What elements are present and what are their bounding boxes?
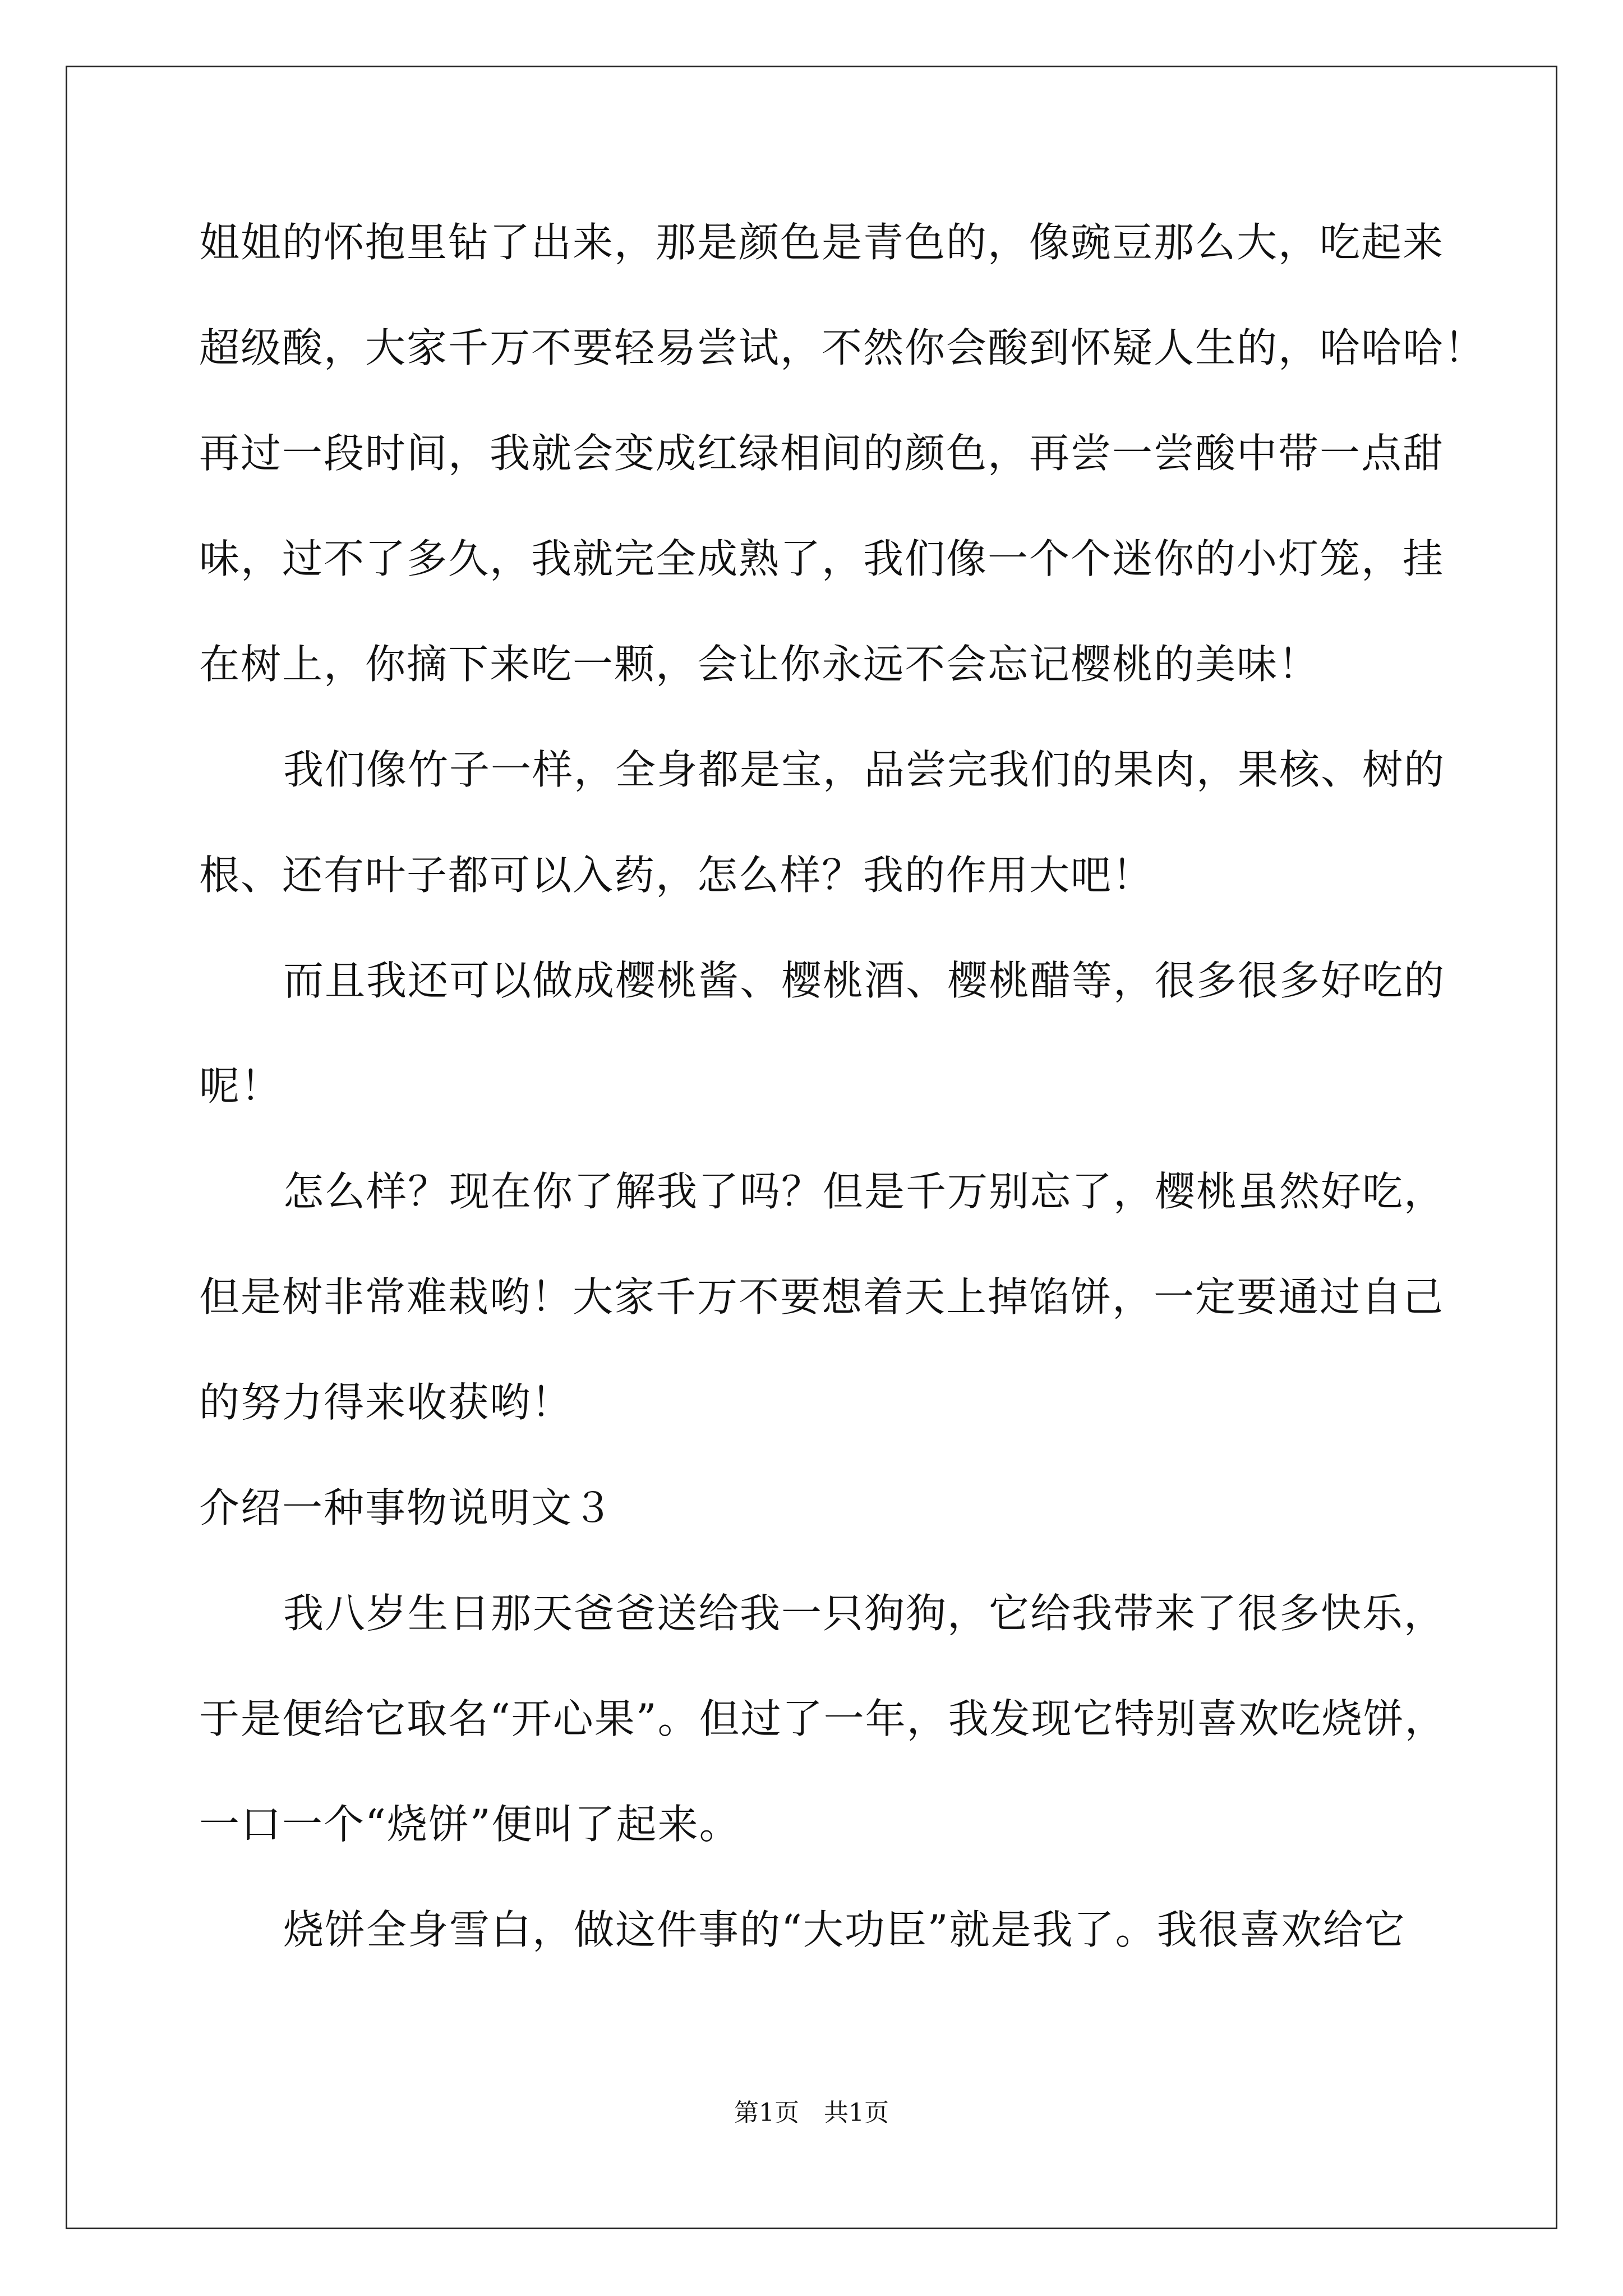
paragraph-start-line: 我八岁生日那天爸爸送给我一只狗狗，它给我带来了很多快乐， xyxy=(283,1590,1446,1637)
text-line: 姐姐的怀抱里钻了出来，那是颜色是青色的，像豌豆那么大，吃起来 xyxy=(199,219,1445,266)
page-footer: 第1页 共1页 xyxy=(734,2099,889,2127)
text-line: 超级酸，大家千万不要轻易尝试，不然你会酸到怀疑人生的，哈哈哈！ xyxy=(199,324,1486,371)
paragraph-start-line: 怎么样？现在你了解我了吗？但是千万别忘了，樱桃虽然好吃， xyxy=(283,1168,1446,1215)
text-line: 但是树非常难栽哟！大家千万不要想着天上掉馅饼，一定要通过自己 xyxy=(199,1273,1445,1320)
text-line: 再过一段时间，我就会变成红绿相间的颜色，再尝一尝酸中带一点甜 xyxy=(199,430,1445,477)
text-line: 一口一个“烧饼”便叫了起来。 xyxy=(199,1801,741,1848)
paragraph-start-line: 而且我还可以做成樱桃酱、樱桃酒、樱桃醋等，很多很多好吃的 xyxy=(283,957,1446,1004)
paragraph-start-line: 我们像竹子一样，全身都是宝，品尝完我们的果肉，果核、树的 xyxy=(283,746,1446,793)
text-line: 呢！ xyxy=(199,1062,283,1110)
text-line: 根、还有叶子都可以入药，怎么样？我的作用大吧！ xyxy=(199,852,1154,899)
section-heading: 介绍一种事物说明文３ xyxy=(199,1484,615,1531)
paragraph-start-line: 烧饼全身雪白，做这件事的“大功臣”就是我了。我很喜欢给它 xyxy=(283,1906,1406,1953)
text-line: 于是便给它取名“开心果”。但过了一年，我发现它特别喜欢吃烧饼， xyxy=(199,1695,1446,1742)
text-line: 的努力得来收获哟！ xyxy=(199,1379,573,1426)
text-line: 在树上，你摘下来吃一颗，会让你永远不会忘记樱桃的美味！ xyxy=(199,641,1320,688)
text-line: 味，过不了多久，我就完全成熟了，我们像一个个迷你的小灯笼，挂 xyxy=(199,535,1445,582)
